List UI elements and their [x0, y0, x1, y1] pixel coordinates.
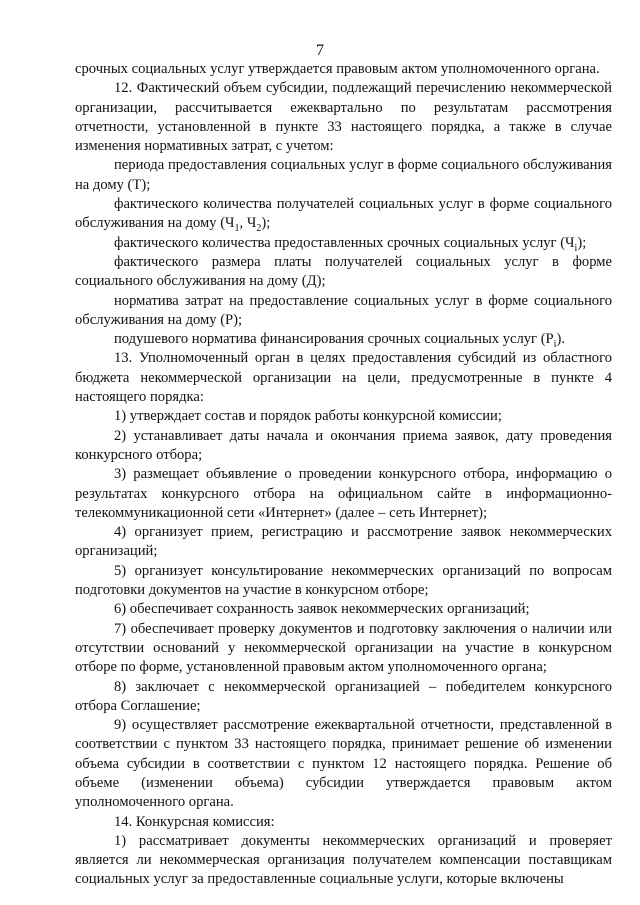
- page-number: 7: [316, 42, 324, 59]
- document-body: [75, 60, 612, 890]
- paragraph: фактического количества получателей социальных услуг в форме социального обслуживания на дому ($Ч_1$, $Ч_2$);: [75, 196, 612, 235]
- paragraph: 9) осуществляет рассмотрение ежеквартальной отчетности, представленной в соответствии с пунктом 33 настоящего порядка, принимает решение об изменении объема субсидии в соответствии с пунктом 12 настоящего порядка. Решение об объеме (изменении объема) субсидии утверждается правовым актом уполномоченного органа.: [75, 717, 612, 811]
- paragraph: 1) рассматривает документы некоммерческих организаций и проверяет является ли некоммерческая организация получателем компенсации поставщикам социальных услуг за предоставленные социальные услуги, которые включены: [75, 832, 612, 888]
- paragraph: 14. Конкурсная комиссия:: [114, 813, 275, 830]
- paragraph: подушевого норматива финансирования срочных социальных услуг $(Р_i)$.: [114, 331, 565, 351]
- paragraph: норматива затрат на предоставление социальных услуг в форме социального обслуживания на дому (Р);: [75, 292, 612, 328]
- paragraph: фактического размера платы получателей социальных услуг в форме социального обслуживания на дому (Д);: [75, 253, 612, 290]
- paragraph: 6) обеспечивает сохранность заявок некоммерческих организаций;: [114, 601, 530, 618]
- paragraph: 13. Уполномоченный орган в целях предоставления субсидий из областного бюджета некоммерческой организации на цели, предусмотренные в пункте 4 настоящего порядка:: [75, 350, 612, 406]
- paragraph: срочных социальных услуг утверждается правовым актом уполномоченного органа.: [75, 61, 600, 77]
- paragraph: 7) обеспечивает проверку документов и подготовку заключения о наличии или отсутствии оснований у некоммерческой организации на участие в конкурсном отборе по форме, установленной правовым актом уполномоченного органа;: [75, 620, 612, 676]
- paragraph: 2) устанавливает даты начала и окончания приема заявок, дату проведения конкурсного отбора;: [75, 427, 612, 463]
- paragraph: 4) организует прием, регистрацию и рассмотрение заявок некоммерческих организаций;: [75, 524, 612, 560]
- paragraph: 1) утверждает состав и порядок работы конкурсной комиссии;: [114, 408, 502, 425]
- paragraph: 3) размещает объявление о проведении конкурсного отбора, информацию о результатах конкурсного отбора на официальном сайте в информационно-телекоммуникационной сети «Интернет» (далее – сеть Интернет);: [75, 466, 612, 521]
- paragraph: 8) заключает с некоммерческой организацией – победителем конкурсного отбора Соглашение;: [75, 678, 612, 714]
- paragraph: периода предоставления социальных услуг в форме социального обслуживания на дому (Т);: [75, 157, 612, 193]
- paragraph: 5) организует консультирование некоммерческих организаций по вопросам подготовки документов на участие в конкурсном отборе;: [75, 562, 612, 599]
- paragraph: фактического количества предоставленных срочных социальных услуг $(Ч_i)$;: [114, 234, 587, 254]
- paragraph: 12. Фактический объем субсидии, подлежащий перечислению некоммерческой организации, рассчитывается ежеквартально по результатам рассмотрения отчетности, установленной в пункте 33 настоящего порядка, а также в случае изменения нормативных затрат, с учетом:: [75, 80, 612, 155]
